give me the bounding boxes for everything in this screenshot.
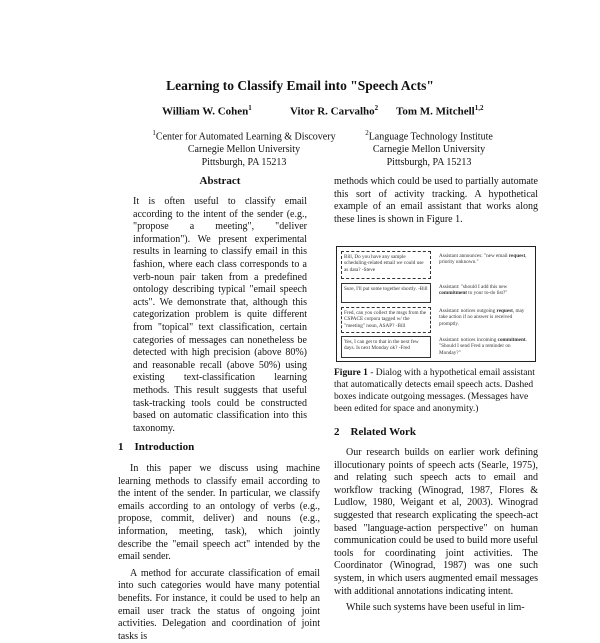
related-body: Our research builds on earlier work defining illocutionary points of speech acts (Searle, 1975), and relating such speech acts to email and workflow tracking (Winograd, 1987, Flores & Ludlow, 1980, Weigant et al, 2003). Winograd suggested that research explicating the speech-act based "language-action perspective" on human communication could be used to build more useful tools for coordinating joint activities. The Coordinator (Winograd, 1987) was one such system, in which users augmented email messages with additional annotations indicating intent. While such systems have been useful in lim- bbox=[334, 447, 538, 614]
email-box-3: Fred, can you collect the msgs from the CSPACE corpora tagged w/ the "meeting" noun, ASAP? -Bill bbox=[341, 307, 431, 333]
figure-caption: Figure 1 - Dialog with a hypothetical email assistant that automatically detects email speech acts. Dashed boxes indicate outgoing messages. (Messages have been edited for space and anonymity.) bbox=[334, 368, 535, 414]
assistant-note-3: Assistant: notices outgoing request, may take action if no answer is received promptly. bbox=[439, 308, 525, 327]
related-heading: 2 Related Work bbox=[334, 426, 416, 438]
abstract-heading: Abstract bbox=[199, 175, 241, 187]
email-box-4: Yes, I can get to that in the next few days. Is next Monday ok? -Fred bbox=[341, 336, 431, 358]
abstract-body: It is often useful to classify email according to the intent of the sender (e.g., "propose a meeting", "deliver information"). We present experimental results in learning to classify email in this fashion, where each class corresponds to a verb-noun pair taken from a predefined ontology describing typical "email speech acts". We demonstrate that, although this categorization problem is quite different from "topical" text classification, certain categories of messages can nonetheless be detected with high precision (above 80%) and reasonable recall (above 50%) using existing text-classification learning methods. This result suggests that useful task-tracking tools could be constructed based on automatic classification into this taxonomy. bbox=[133, 196, 307, 434]
author-3: Tom M. Mitchell$^{1,2}$ bbox=[396, 104, 484, 118]
affiliation-1: $^1$Center for Automated Learning & Discovery Carnegie Mellon University Pittsburgh, PA 15213 bbox=[152, 129, 336, 169]
email-box-1: Bill, Do you have any sample scheduling-related email we could use as data? -Steve bbox=[341, 251, 431, 279]
intro-body: In this paper we discuss using machine learning methods to classify email according to the intent of the sender. In particular, we classify emails according to an ontology of verbs (e.g., propose, commit, deliver) and nouns (e.g., information, meeting, task), which jointly describe the "email speech act" intended by the email sender. A method for accurate classification of email into such categories would have many potential benefits. For instance, it could be used to help an email user track the status of ongoing joint activities. Delegation and coordination of joint tasks is bbox=[118, 463, 320, 642]
figure-1 bbox=[336, 246, 536, 362]
intro-heading: 1 Introduction bbox=[118, 441, 195, 453]
paper-title: Learning to Classify Email into "Speech Acts" bbox=[166, 78, 434, 93]
author-2: Vitor R. Carvalho$^2$ bbox=[290, 104, 379, 118]
assistant-note-2: Assistant: "should I add this new commitment to your to-do list?" bbox=[439, 284, 508, 297]
affiliation-2: $^2$Language Technology Institute Carnegie Mellon University Pittsburgh, PA 15213 bbox=[365, 129, 493, 169]
email-box-2: Sure, I'll put some together shortly. -Bill bbox=[341, 283, 431, 303]
right-column-text: methods which could be used to partially automate this sort of activity tracking. A hypothetical example of an email assistant that works along these lines is shown in Figure 1. bbox=[334, 176, 538, 225]
assistant-note-1: Assistant announces: "new email request, priority unknown." bbox=[439, 253, 527, 266]
author-1: William W. Cohen$^1$ bbox=[162, 104, 252, 118]
assistant-note-4: Assistant: notices incoming commitment. "Should I send Fred a reminder on Monday?" bbox=[439, 337, 527, 356]
